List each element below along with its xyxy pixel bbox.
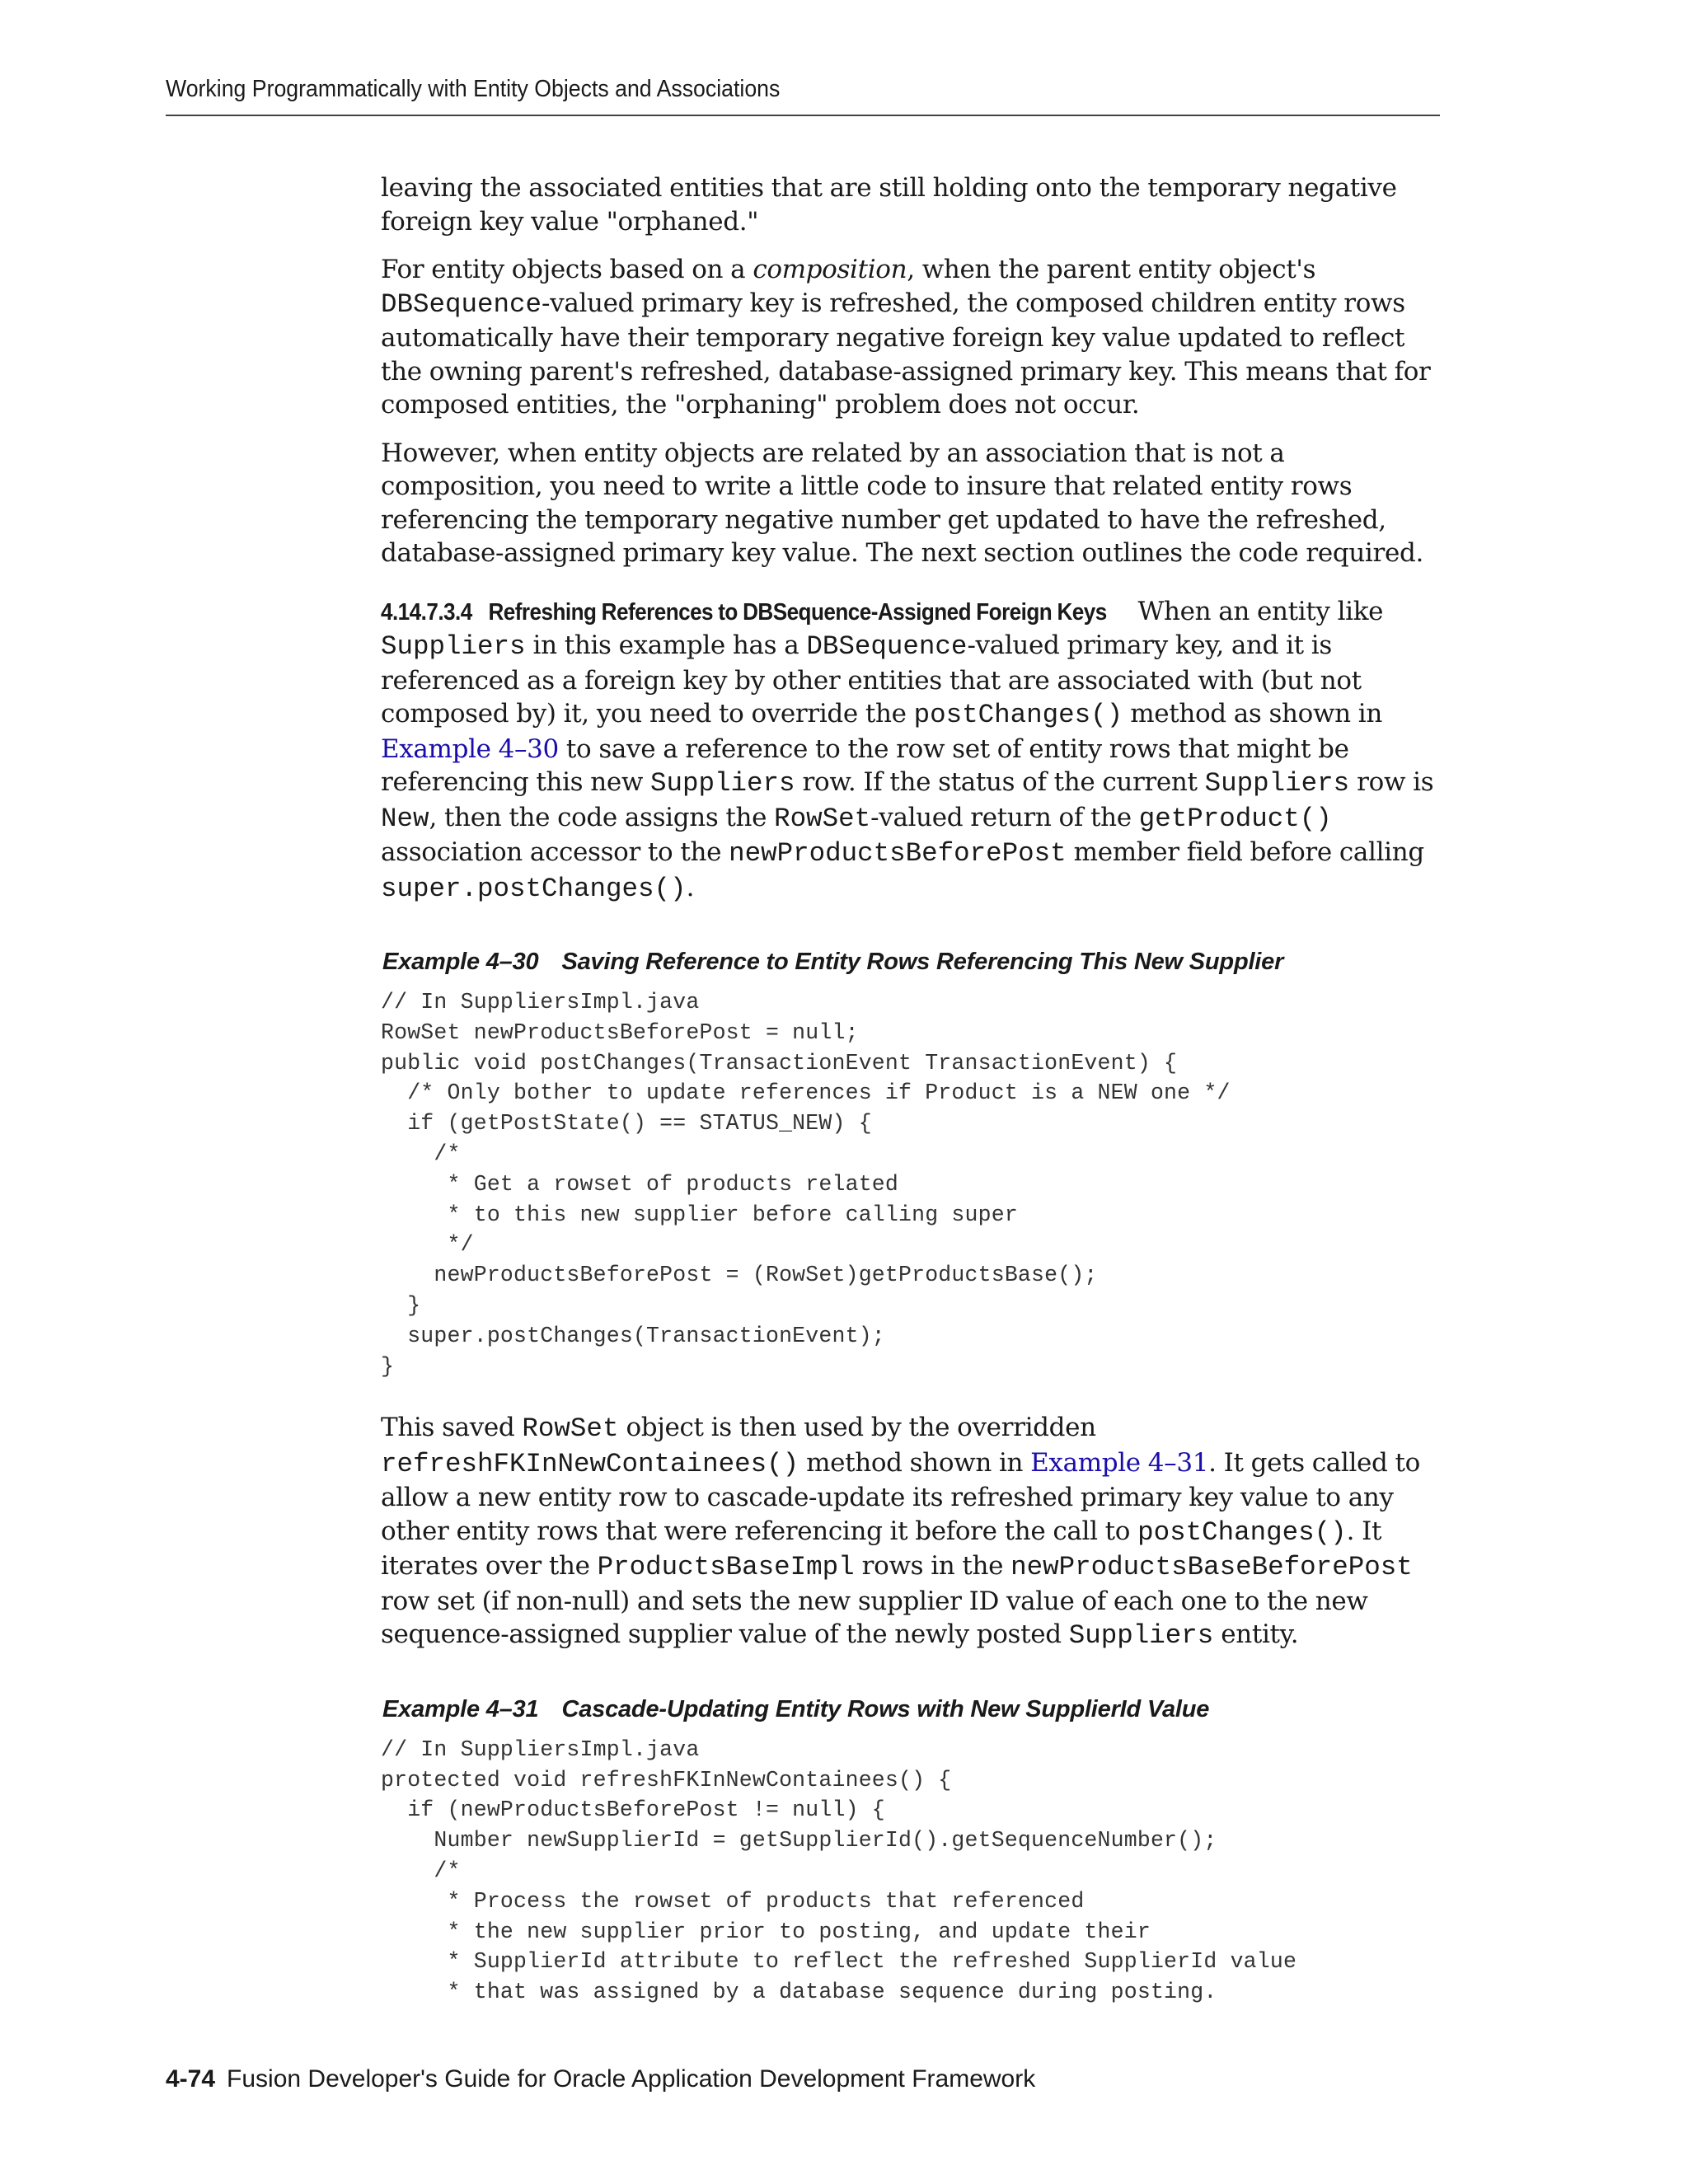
code-term: RowSet	[774, 803, 871, 834]
text-run: in this example has a	[525, 630, 807, 660]
code-term: Suppliers	[1204, 768, 1350, 799]
text-run: row. If the status of the current	[795, 767, 1205, 797]
text-run: to save a reference to the row set of entity rows that might be referencing this new	[381, 733, 1349, 797]
emphasis-composition: composition	[753, 255, 907, 284]
code-term: DBSequence	[806, 631, 968, 662]
text-run: member field before calling	[1066, 837, 1424, 867]
text-run: method as shown in	[1123, 699, 1382, 729]
running-header: Working Programmatically with Entity Objects and Associations	[166, 76, 781, 102]
code-term: newProductsBaseBeforePost	[1010, 1552, 1413, 1583]
example-number: Example 4–31	[382, 1695, 539, 1722]
example-4-31-title	[382, 1696, 1444, 1723]
section-4-14-7-3-4	[381, 595, 1444, 907]
paragraph-orphaned: leaving the associated entities that are still holding onto the temporary negative foreign key value "orphaned."	[381, 173, 1397, 237]
text-run: , when the parent entity object's	[907, 255, 1316, 284]
text-run: entity.	[1213, 1619, 1299, 1650]
book-title: Fusion Developer's Guide for Oracle Application Development Framework	[227, 2065, 1036, 2093]
text-run: method shown in	[799, 1447, 1031, 1478]
text-run: This saved	[381, 1413, 523, 1443]
code-term: RowSet	[522, 1413, 619, 1445]
page-number: 4-74	[166, 2065, 216, 2093]
text-run: -valued primary key, and it is referenced as a foreign key by other entities that are associated with (but not composed by) it, you need to override the	[381, 630, 1362, 729]
example-4-30-code: // In SuppliersImpl.java RowSet newProductsBeforePost = null; public void postChanges(TransactionEvent TransactionEvent) { /* Only bother to update references if Product is a NEW one */ if (getPostState() == STATUS_NEW) { /* * Get a rowset of products related * to this new supplier before calling super */ newProductsBeforePost = (RowSet)getProductsBase(); } super.postChanges(TransactionEvent); }	[381, 990, 1231, 1379]
code-term: ProductsBaseImpl	[597, 1552, 855, 1583]
code-term: DBSequence	[381, 288, 542, 320]
text-run: row set (if non-null) and sets the new supplier ID value of each one to the new sequence-assigned supplier value of the newly posted	[381, 1586, 1368, 1650]
example-4-31-link[interactable]: Example 4–31	[1030, 1447, 1209, 1478]
main-content	[381, 171, 1444, 2008]
example-number: Example 4–30	[382, 949, 539, 975]
code-term: Suppliers	[650, 768, 795, 799]
text-run: . It iterates over the	[381, 1516, 1382, 1582]
code-term: newProductsBeforePost	[729, 838, 1067, 869]
text-run: , then the code assigns the	[429, 802, 775, 832]
code-term: getProduct()	[1138, 803, 1332, 834]
code-term: super.postChanges()	[381, 873, 687, 904]
section-number: 4.14.7.3.4	[381, 598, 472, 626]
text-run: association accessor to the	[381, 837, 729, 867]
text-run: -valued return of the	[870, 802, 1139, 832]
paragraph-association: However, when entity objects are related by an association that is not a composition, you need to write a little code to insure that related entity rows referencing the temporary negative number get updated to have the refreshed, database-assigned primary key value. The next section outlines the code required.	[381, 438, 1423, 568]
code-term: New	[381, 803, 429, 834]
text-run: object is then used by the overridden	[618, 1413, 1096, 1443]
text-run: rows in the	[854, 1551, 1011, 1582]
paragraph-refresh-fk	[381, 1411, 1444, 1653]
paragraph-composition	[381, 253, 1444, 422]
code-term: Suppliers	[381, 631, 526, 662]
example-4-31-code: // In SuppliersImpl.java protected void refreshFKInNewContainees() { if (newProductsBeforePost != null) { Number newSupplierId = getSupplierId().getSequenceNumber(); /* * Process the rowset of products that referenced * the new supplier prior to posting, and update their * SupplierId attribute to reflect the refreshed SupplierId value * that was assigned by a database sequence during posting.	[381, 1736, 1297, 2005]
section-heading	[381, 596, 1107, 630]
example-4-30-title	[382, 949, 1444, 976]
text-run: For entity objects based on a	[381, 255, 753, 284]
text-run: . It gets called to allow a new entity row to cascade-update its refreshed primary key value to any other entity rows that were referencing it before the call to	[381, 1447, 1420, 1546]
page-footer	[166, 2065, 1035, 2093]
section-title: Refreshing References to DBSequence-Assigned Foreign Keys	[488, 598, 1107, 626]
text-run: -valued primary key is refreshed, the composed children entity rows automatically have their temporary negative foreign key value updated to reflect the owning parent's refreshed, database-assigned primary key. This means that for composed entities, the "orphaning" problem does not occur.	[381, 288, 1431, 419]
code-term: postChanges()	[913, 700, 1123, 730]
text-run: When an entity like	[1137, 596, 1384, 626]
header-rule	[166, 115, 1440, 116]
code-term: refreshFKInNewContainees()	[381, 1448, 799, 1479]
code-term: postChanges()	[1137, 1516, 1347, 1548]
text-run: row is	[1349, 767, 1434, 797]
text-run: .	[686, 872, 695, 902]
example-caption: Saving Reference to Entity Rows Referencing This New Supplier	[561, 949, 1284, 975]
example-caption: Cascade-Updating Entity Rows with New SupplierId Value	[561, 1695, 1210, 1722]
example-4-30-link[interactable]: Example 4–30	[381, 733, 559, 764]
code-term: Suppliers	[1068, 1620, 1214, 1652]
